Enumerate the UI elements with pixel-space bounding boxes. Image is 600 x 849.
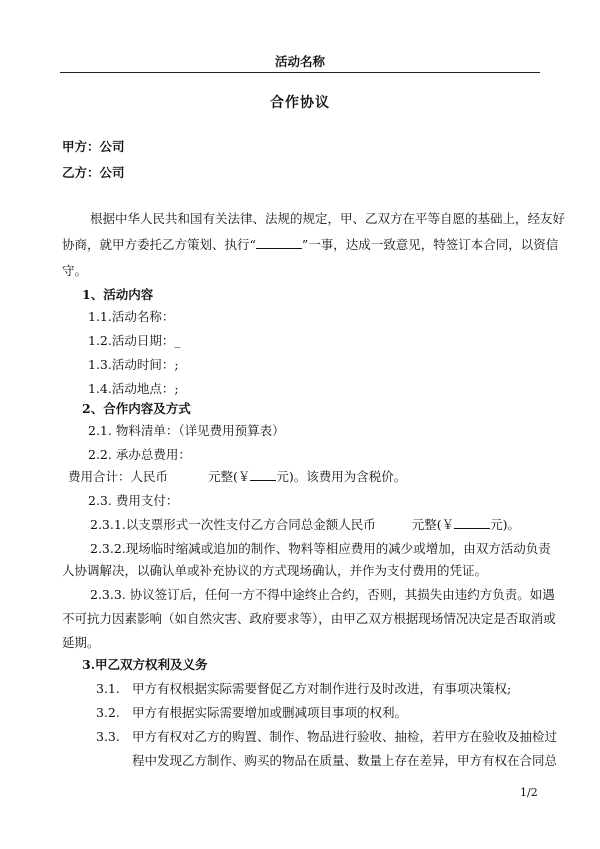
item-3-1-number: 3.1. (96, 681, 120, 696)
item-3-3-text-line-2: 程中发现乙方制作、购买的物品在质量、数量上存在差异，甲方有权在合同总 (132, 753, 558, 768)
intro-line-3: 守。 (62, 263, 88, 278)
item-3-2-number: 3.2. (96, 705, 120, 720)
party-b: 乙方：公司 (62, 165, 125, 180)
fee-total-line: 费用合计：人民币 元整(￥ 元)。该费用为含税价。 (68, 469, 407, 484)
item-2-3-3-line-1: 2.3.3. 协议签订后，任何一方不得中途终止合约，否则，其损失由违约方负责。如遇 (90, 587, 555, 602)
item-2-3-2-line-2: 人协调解决，以确认单或补充协议的方式现场确认，并作为支付费用的凭证。 (62, 563, 488, 578)
item-1-1: 1.1.活动名称： (88, 309, 175, 324)
intro-line-1: 根据中华人民共和国有关法律、法规的规定，甲、乙双方在平等自愿的基础上，经友好 (90, 211, 566, 226)
item-2-2: 2.2. 承办总费用： (88, 447, 191, 462)
item-1-2: 1.2.活动日期：_ (88, 333, 181, 348)
running-header: 活动名称 (60, 52, 540, 73)
document-title: 合作协议 (270, 95, 330, 111)
section-2-heading: 2、合作内容及方式 (82, 401, 191, 416)
item-2-3-2-line-1: 2.3.2.现场临时缩减或追加的制作、物料等相应费用的减少或增加，由双方活动负责 (90, 541, 551, 556)
blank-underline (256, 236, 302, 249)
item-3-3-text-line-1: 甲方有权对乙方的购置、制作、物品进行验收、抽检，若甲方在验收及抽检过 (132, 729, 558, 744)
item-1-4: 1.4.活动地点：; (88, 381, 179, 396)
item-2-3-1: 2.3.1.以支票形式一次性支付乙方合同总金额人民币 元整(￥ 元)。 (90, 517, 521, 532)
page-number: 1/2 (520, 786, 538, 799)
item-3-3-number: 3.3. (96, 729, 120, 744)
item-2-3-3-line-2: 不可抗力因素影响（如自然灾害、政府要求等），由甲乙双方根据现场情况决定是否取消或 (62, 611, 556, 626)
section-1-heading: 1、活动内容 (82, 287, 154, 302)
party-a: 甲方：公司 (62, 139, 125, 154)
intro-line-2: 协商，就甲方委托乙方策划、执行“ ”一事，达成一致意见，特签订本合同，以资信 (62, 237, 559, 252)
section-3-heading: 3.甲乙双方权利及义务 (82, 657, 208, 672)
item-2-3: 2.3. 费用支付： (88, 493, 179, 508)
item-2-1: 2.1. 物料清单：（详见费用预算表） (88, 423, 285, 438)
item-3-1-text: 甲方有权根据实际需要督促乙方对制作进行及时改进，有事项决策权; (132, 681, 512, 696)
item-2-3-3-line-3: 延期。 (62, 635, 100, 650)
item-1-3: 1.3.活动时间：; (88, 357, 179, 372)
item-3-2-text: 甲方有根据实际需要增加或删减项目事项的权利。 (132, 705, 408, 720)
